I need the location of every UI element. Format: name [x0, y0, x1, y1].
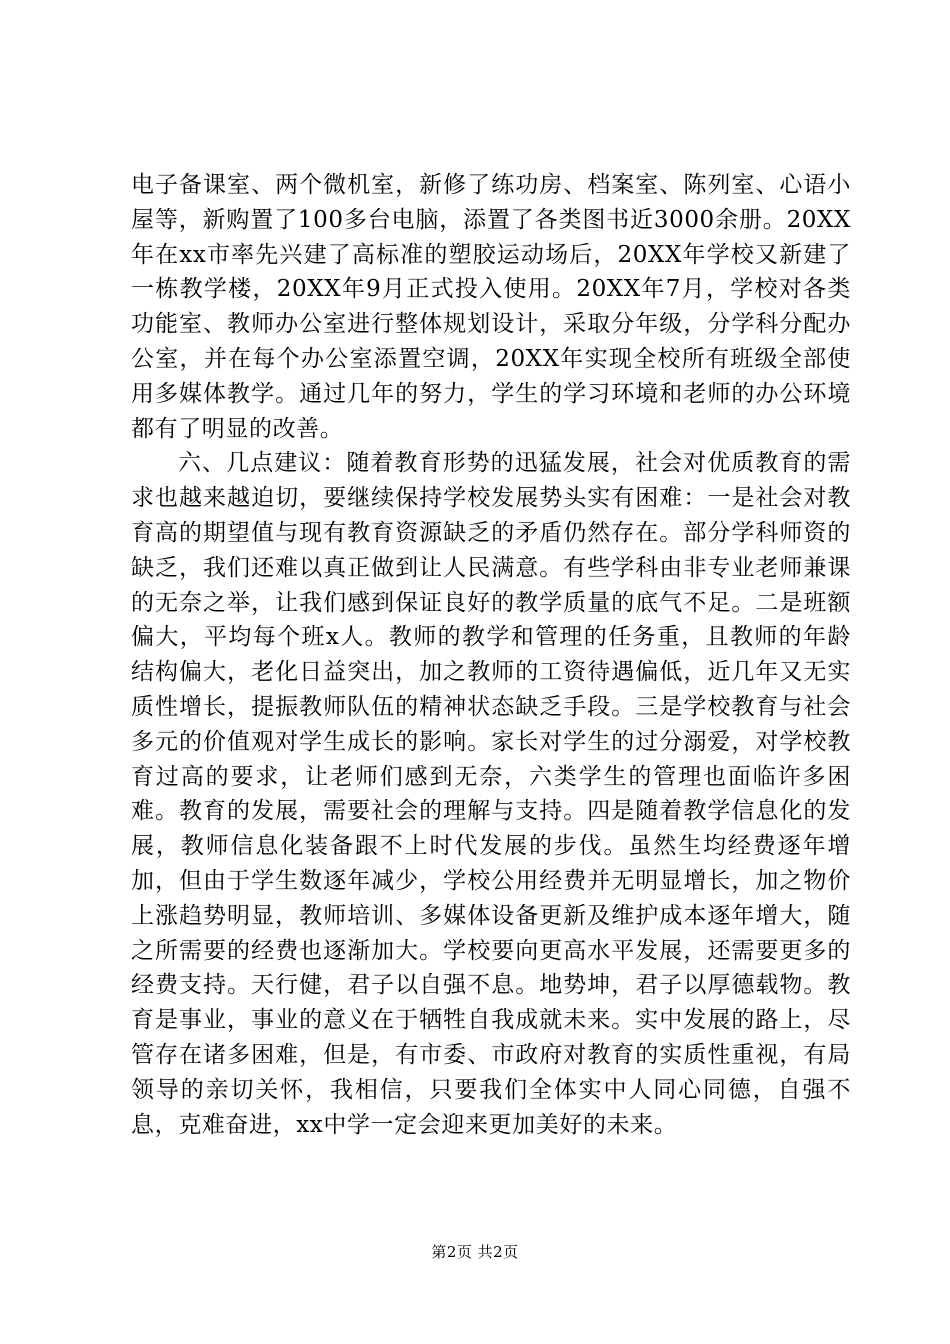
document-body [131, 168, 851, 1142]
paragraph-facilities: 电子备课室、两个微机室，新修了练功房、档案室、陈列室、心语小屋等，新购置了100多台电脑，添置了各类图书近3000余册。20XX年在xx市率先兴建了高标准的塑胶运动场后，20XX年学校又新建了一栋教学楼，20XX年9月正式投入使用。20XX年7月，学校对各类功能室、教师办公室进行整体规划设计，采取分年级，分学科分配办公室，并在每个办公室添置空调，20XX年实现全校所有班级全部使用多媒体教学。通过几年的努力，学生的学习环境和老师的办公环境都有了明显的改善。 [131, 172, 851, 442]
paragraph-suggestions: 六、几点建议：随着教育形势的迅猛发展，社会对优质教育的需求也越来越迫切，要继续保持学校发展势头实有困难：一是社会对教育高的期望值与现有教育资源缺乏的矛盾仍然存在。部分学科师资的缺乏，我们还难以真正做到让人民满意。有些学科由非专业老师兼课的无奈之举，让我们感到保证良好的教学质量的底气不足。二是班额偏大，平均每个班x人。教师的教学和管理的任务重，且教师的年龄结构偏大，老化日益突出，加之教师的工资待遇偏低，近几年又无实质性增长，提振教师队伍的精神状态缺乏手段。三是学校教育与社会多元的价值观对学生成长的影响。家长对学生的过分溺爱，对学校教育过高的要求，让老师们感到无奈，六类学生的管理也面临许多困难。教育的发展，需要社会的理解与支持。四是随着教学信息化的发展，教师信息化装备跟不上时代发展的步伐。虽然生均经费逐年增加，但由于学生数逐年减少，学校公用经费并无明显增长，加之物价上涨趋势明显，教师培训、多媒体设备更新及维护成本逐年增大，随之所需要的经费也逐渐加大。学校要向更高水平发展，还需要更多的经费支持。天行健，君子以自强不息。地势坤，君子以厚德载物。教育是事业，事业的意义在于牺牲自我成就未来。实中发展的路上，尽管存在诸多困难，但是，有市委、市政府对教育的实质性重视，有局领导的亲切关怀，我相信，只要我们全体实中人同心同德，自强不息，克难奋进，xx中学一定会迎来更加美好的未来。 [131, 450, 851, 1138]
page-footer: 第2页 共2页 [431, 1243, 519, 1261]
